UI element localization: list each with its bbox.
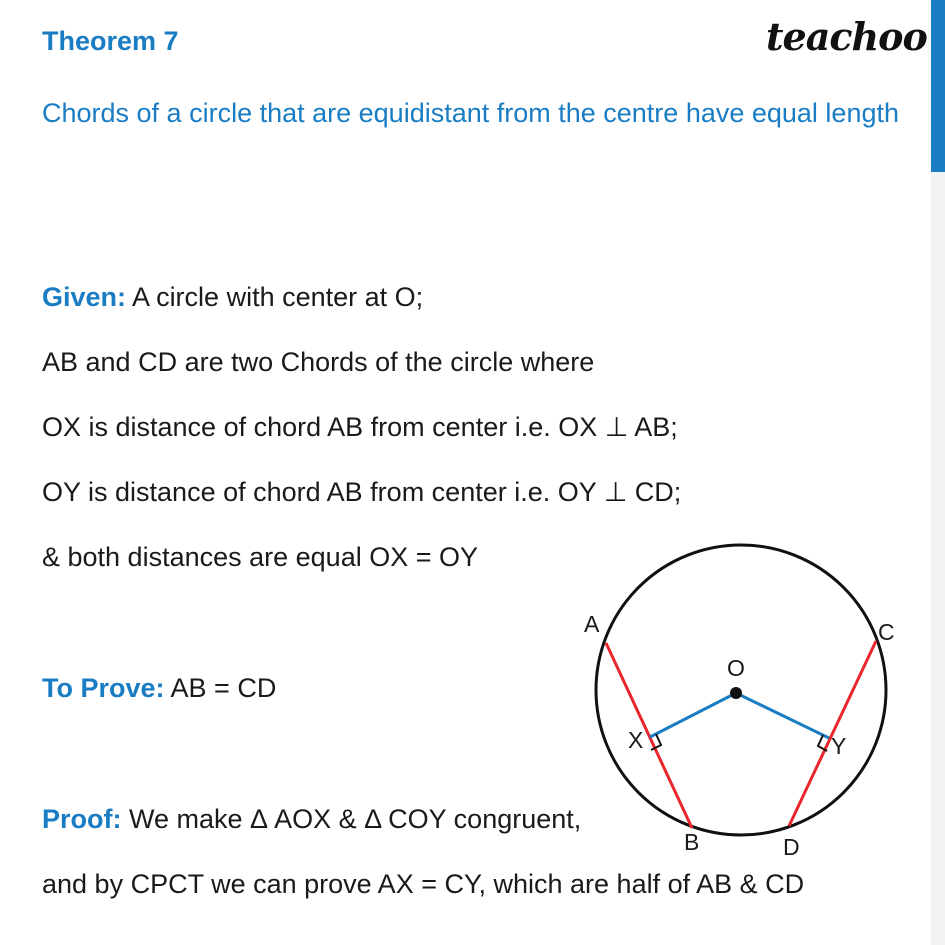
point-label-c: C (878, 619, 895, 645)
given-label: Given: (42, 282, 127, 312)
proof-text-1: We make Δ AOX & Δ COY congruent, (121, 804, 582, 834)
to-prove-label: To Prove: (42, 673, 165, 703)
given-line-5: & both distances are equal OX = OY (42, 542, 479, 572)
given-line-4: OY is distance of chord AB from center i.e. OY ⊥ CD; (42, 477, 682, 507)
given-line-3: OX is distance of chord AB from center i.e. OX ⊥ AB; (42, 412, 678, 442)
segment-ox (650, 693, 736, 737)
teachoo-logo: teachoo (766, 14, 927, 59)
scrollbar-thumb[interactable] (931, 0, 945, 172)
proof-label: Proof: (42, 804, 122, 834)
to-prove-text: AB = CD (164, 673, 277, 703)
theorem-title: Theorem 7 (42, 26, 179, 56)
proof-line-2: and by CPCT we can prove AX = CY, which are half of AB & CD (42, 869, 805, 899)
point-label-d: D (783, 834, 800, 860)
scrollbar-track[interactable] (931, 0, 945, 945)
segment-oy (736, 693, 829, 738)
center-point-o (730, 687, 742, 699)
point-label-x: X (628, 727, 644, 753)
point-label-b: B (684, 829, 700, 855)
point-label-y: Y (831, 733, 847, 759)
theorem-statement: Chords of a circle that are equidistant from the centre have equal length (42, 98, 899, 128)
given-line-2: AB and CD are two Chords of the circle where (42, 347, 595, 377)
point-label-o: O (727, 655, 745, 681)
given-text-1: A circle with center at O; (126, 282, 424, 312)
point-label-a: A (584, 611, 600, 637)
